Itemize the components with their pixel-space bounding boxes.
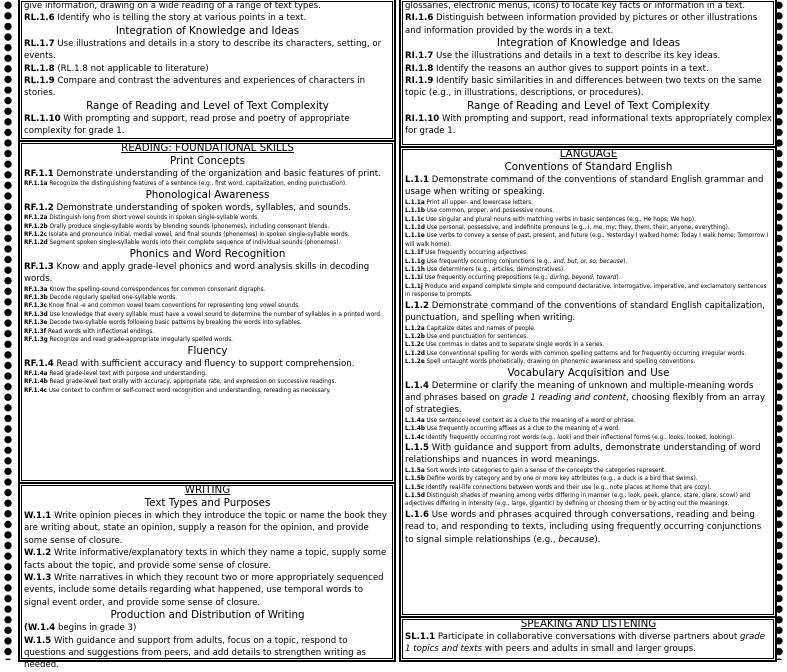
standard-code: RL.1.7 — [24, 38, 55, 49]
reading-literature-continued-box — [18, 0, 396, 142]
standard-code: L.1.1i — [405, 275, 423, 282]
standard-code: L.1.4a — [405, 417, 425, 424]
standard-item — [24, 370, 391, 378]
text-line — [405, 0, 772, 12]
writing-box — [18, 482, 396, 671]
standard-item — [24, 239, 391, 247]
standard-code: RI.1.6 — [405, 13, 434, 24]
standard-item — [405, 341, 772, 349]
standard-item — [405, 467, 772, 475]
subsection-heading: Production and Distribution of Writing — [110, 609, 305, 622]
standard-item — [24, 311, 391, 319]
speaking-listening-box — [399, 616, 777, 662]
standard-text: Demonstrate understanding of spoken words, syllables, and sounds. — [56, 202, 351, 213]
standard-text: Write opinion pieces in which they introduce the topic or name the book they are writing about, state an opinion, supply a reason for the opinion, and provide some sense of closure. — [24, 511, 387, 546]
standard-text: Use frequently occurring prepositions (e.g., — [424, 275, 550, 282]
standard-item — [405, 207, 772, 215]
standard-item — [405, 174, 772, 199]
standard-text: Use knowledge that every syllable must have a vowel sound to determine the number of syllables in a printed word. — [49, 311, 382, 318]
italic-text: grade 1 reading and content — [502, 392, 626, 403]
standard-item — [24, 547, 391, 572]
standard-item — [405, 300, 772, 325]
standard-item — [405, 358, 772, 366]
standard-text-tail: ). — [594, 534, 601, 545]
standard-text: Produce and expand complete simple and compound declarative, interrogative, imperative, and exclamatory sentences in response to prompts. — [405, 283, 767, 299]
standard-text: Orally produce single-syllable words by blending sounds (phonemes), including consonant blends. — [49, 223, 330, 230]
rf-content — [24, 155, 391, 395]
standard-item — [24, 302, 391, 310]
standard-code: RI.1.10 — [405, 113, 440, 124]
standard-code: L.1.2a — [405, 325, 425, 332]
section-title-speaking: SPEAKING AND LISTENING — [520, 618, 657, 630]
standard-code: L.1.4b — [405, 426, 425, 433]
standard-text: Capitalize dates and names of people. — [426, 325, 536, 332]
standard-code: L.1.2e — [405, 359, 425, 366]
standard-item — [405, 249, 772, 257]
standard-code: L.1.6 — [405, 509, 429, 520]
standard-item — [24, 214, 391, 222]
standard-item — [405, 484, 772, 492]
standard-item — [24, 336, 391, 344]
right-column — [399, 0, 777, 660]
standard-item — [405, 63, 772, 75]
standard-text: Use singular and plural nouns with matching verbs in basic sentences (e.g., He hops; We hop). — [426, 216, 696, 223]
standard-code: RF.1.2d — [24, 240, 48, 247]
standard-text: Identify frequently occurring root words (e.g., — [426, 434, 558, 441]
standard-text: Identify the reasons an author gives to support points in a text. — [436, 63, 709, 74]
subsection-heading: Phonological Awareness — [145, 188, 270, 201]
standard-code: L.1.4 — [405, 380, 429, 391]
standard-code: RF.1.4a — [24, 370, 48, 377]
standard-code: RF.1.3f — [24, 328, 47, 335]
standard-item — [24, 223, 391, 231]
standard-item — [405, 199, 772, 207]
standard-code: RF.1.1 — [24, 169, 54, 179]
italic-text: and, but, or, so, because — [553, 258, 624, 265]
standard-text: With guidance and support from adults, focus on a topic, respond to questions and suggestions from peers, and add details to strengthen writing as needed. — [24, 635, 367, 671]
standard-text: begins in grade 3) — [57, 623, 137, 634]
standard-code: RF.1.4b — [24, 379, 48, 386]
standard-item — [405, 350, 772, 358]
standard-text: Identify who is telling the story at various points in a text. — [57, 13, 307, 24]
w-content — [24, 497, 391, 672]
standard-item — [24, 387, 391, 395]
standard-text: Write informative/explanatory texts in which they name a topic, supply some facts about the topic, and provide some sense of closure. — [24, 548, 387, 571]
section-title-language: LANGUAGE — [559, 148, 618, 160]
standard-text: Use illustrations and details in a story to describe its characters, setting, or events. — [24, 38, 382, 62]
standard-text: Use conventional spelling for words with common spelling patterns and for frequently occurring irregular words. — [426, 350, 747, 357]
standard-text-tail: ). — [616, 275, 621, 282]
standard-code: L.1.1g — [405, 258, 425, 265]
standard-code: L.1.2d — [405, 350, 425, 357]
standard-code: L.1.1d — [405, 225, 425, 232]
standard-item — [405, 333, 772, 341]
standard-text: With prompting and support, read informational texts appropriately complex for grade 1. — [405, 113, 772, 137]
standard-item — [24, 328, 391, 336]
subsection-heading: Range of Reading and Level of Text Complexity — [467, 99, 710, 112]
standard-code: RF.1.3 — [24, 261, 54, 272]
standard-code: L.1.5 — [405, 442, 429, 453]
standard-text: Read words with inflectional endings. — [47, 328, 155, 335]
standard-code: RI.1.9 — [405, 76, 434, 87]
standard-text: Use common, proper, and possessive nouns. — [426, 208, 555, 215]
standard-item — [405, 325, 772, 333]
standard-code: RL.1.10 — [24, 113, 61, 124]
sl-content — [405, 631, 772, 656]
standard-code: RI.1.8 — [405, 63, 434, 74]
standard-code: W.1.1 — [24, 511, 52, 521]
standard-text: Print all upper- and lowercase letters. — [426, 199, 533, 206]
subsection-heading: Print Concepts — [170, 155, 245, 167]
language-box — [399, 146, 777, 618]
standard-text: Identify real-life connections between words and their use (e.g., note places at home that are cozy). — [426, 484, 712, 491]
standard-text: Participate in collaborative conversations with diverse partners about — [437, 632, 741, 642]
standard-text: Read grade-level text orally with accuracy, appropriate rate, and expression on successive readings. — [49, 379, 337, 386]
standard-item — [405, 631, 772, 656]
standard-code: L.1.5d — [405, 493, 425, 499]
standard-text: glossaries, electronic menus, icons) to locate key facts or information in a text. — [405, 1, 746, 11]
standard-code: L.1.1e — [405, 233, 425, 240]
standard-text: Use end punctuation for sentences. — [426, 333, 529, 340]
standard-code: L.1.5b — [405, 476, 425, 483]
standard-code: L.1.1j — [405, 283, 423, 290]
standard-text: Use frequently occurring conjunctions (e.g., — [426, 258, 554, 265]
standard-item — [24, 202, 391, 214]
standard-text: Recognize the distinguishing features of a sentence (e.g., first word, capitalization, ending punctuation). — [49, 181, 347, 188]
standard-text: Use words and phrases acquired through conversations, reading and being read to, and responding to texts, including using frequently occurring conjunctions to signal simple relationships (e.g., — [405, 509, 762, 545]
standard-text-tail: with peers and adults in small and larger groups. — [482, 644, 696, 655]
scalloped-border-left — [3, 0, 13, 660]
left-column — [18, 0, 396, 671]
reading-informational-continued-box — [399, 0, 777, 148]
standard-code: RF.1.3c — [24, 303, 48, 310]
italic-text: because — [558, 534, 595, 545]
standard-text: Use frequently occurring adjectives. — [425, 250, 528, 257]
standard-code: W.1.3 — [24, 573, 52, 584]
standard-item — [405, 113, 772, 138]
standard-item — [405, 75, 772, 100]
subsection-heading: Phonics and Word Recognition — [129, 247, 286, 260]
standard-item — [24, 286, 391, 294]
standard-code: (W.1.4 — [24, 623, 56, 634]
standard-item — [24, 75, 391, 100]
standard-text: Recognize and read grade-appropriate irregularly spelled words. — [49, 337, 233, 344]
standard-text: Distinguish between information provided by pictures or other illustrations and information provided by the words in a text. — [405, 13, 758, 36]
standard-text: Distinguish shades of meaning among verbs differing in manner (e.g., look, peek, glance, stare, glare, scowl) and adjectives differing in intensity (e.g., large, gigantic) by defining or choosing them or by acting out the meanings. — [405, 493, 751, 508]
subsection-heading: Vocabulary Acquisition and Use — [507, 366, 670, 379]
standard-item — [24, 168, 391, 180]
standard-code: L.1.1b — [405, 208, 425, 215]
standard-text: Demonstrate understanding of the organization and basic features of print. — [56, 169, 381, 179]
standard-code: RF.1.3d — [24, 311, 48, 318]
standard-text: Determine or clarify the meaning of unknown and multiple-meaning words and phrases based on — [405, 380, 754, 403]
standard-item — [24, 231, 391, 239]
standard-item — [24, 113, 391, 138]
standard-code: RF.1.3b — [24, 295, 48, 302]
standard-item — [24, 378, 391, 386]
standard-item — [405, 425, 772, 433]
standard-code: L.1.1 — [405, 175, 429, 185]
standard-item — [24, 63, 391, 75]
standard-text: Identify basic similarities in and differences between two texts on the same topic (e.g., in illustrations, descriptions, or procedures). — [405, 76, 762, 99]
standard-item — [24, 294, 391, 302]
standard-code: L.1.4c — [405, 434, 425, 441]
subsection-heading: Text Types and Purposes — [144, 497, 271, 509]
subsection-heading: Integration of Knowledge and Ideas — [496, 37, 681, 50]
standard-text-tail: ). — [623, 258, 628, 265]
standard-code: L.1.2 — [405, 300, 429, 311]
standard-text: (RL.1.8 not applicable to literature) — [57, 63, 209, 74]
standard-text: Know final -e and common vowel team conventions for representing long vowel sounds. — [48, 303, 300, 310]
standard-text-tail: , choosing flexibly from an array of strategies. — [405, 392, 766, 416]
standard-code: RL.1.6 — [24, 13, 55, 24]
standard-text: Use sentence-level context as a clue to the meaning of a word or phrase. — [426, 417, 636, 424]
standard-text: Spell untaught words phonetically, drawing on phonemic awareness and spelling conventions. — [426, 359, 696, 366]
standard-item — [405, 232, 772, 249]
standard-code: L.1.1h — [405, 267, 425, 274]
standard-item — [405, 266, 772, 274]
standard-item — [405, 12, 772, 37]
standard-code: RL.1.9 — [24, 76, 55, 87]
standard-text: Know the spelling-sound correspondences for common consonant digraphs. — [49, 286, 266, 293]
standard-code: RF.1.2 — [24, 202, 54, 213]
standard-text: With guidance and support from adults, demonstrate understanding of word relationships and nuances in word meanings. — [405, 442, 761, 466]
standard-text-tail: ) and their inflectional forms (e.g., looks, looked, looking). — [569, 434, 735, 441]
standard-code: L.1.2c — [405, 342, 425, 349]
standard-item — [24, 358, 391, 370]
standard-item — [24, 12, 391, 24]
standard-text: Read with sufficient accuracy and fluency to support comprehension. — [56, 358, 355, 369]
standard-code: L.1.1c — [405, 216, 425, 223]
italic-text: grade 1 topics and texts — [405, 632, 766, 655]
standard-code: RF.1.3a — [24, 286, 48, 293]
standard-item — [24, 572, 391, 609]
subsection-heading: Fluency — [187, 344, 228, 357]
standard-code: RF.1.2b — [24, 223, 48, 230]
reading-foundational-skills-box — [18, 140, 396, 484]
standard-item — [405, 258, 772, 266]
standard-code: L.1.2b — [405, 333, 425, 340]
standard-item — [24, 622, 391, 634]
subsection-heading: Range of Reading and Level of Text Complexity — [86, 99, 329, 112]
standard-code: W.1.5 — [24, 635, 52, 646]
standard-item — [405, 509, 772, 546]
standard-item — [24, 510, 391, 547]
standard-text: Decode regularly spelled one-syllable words. — [49, 295, 178, 302]
standard-text: Demonstrate command of the conventions of standard English grammar and usage when writing or speaking. — [405, 175, 764, 198]
standard-text: Know and apply grade-level phonics and word analysis skills in decoding words. — [24, 261, 370, 285]
standard-code: L.1.1a — [405, 199, 425, 206]
standard-text: Use verbs to convey a sense of past, present, and future (e.g., Yesterday I walked home; Today I walk home; Tomorrow I will walk home). — [405, 233, 769, 248]
standard-text: Decode two-syllable words following basic patterns by breaking the words into syllables. — [49, 320, 302, 327]
standard-code: RF.1.3g — [24, 337, 48, 344]
standard-text: Isolate and pronounce initial, medial vowel, and final sounds (phonemes) in spoken single-syllable words. — [48, 232, 350, 239]
standard-text: Use frequently occurring affixes as a clue to the meaning of a word. — [426, 426, 621, 433]
standard-item — [24, 180, 391, 188]
italic-text: look — [557, 434, 570, 441]
standard-code: RF.1.4 — [24, 358, 54, 369]
standard-text: Distinguish long from short vowel sounds in spoken single-syllable words. — [49, 215, 259, 222]
standard-item — [405, 434, 772, 442]
standard-item — [405, 380, 772, 417]
standard-item — [24, 38, 391, 63]
standard-item — [405, 442, 772, 467]
standard-code: L.1.5c — [405, 484, 425, 491]
standard-text: Use the illustrations and details in a text to describe its key ideas. — [436, 51, 721, 62]
standard-code: L.1.5a — [405, 467, 425, 474]
standard-text: Write narratives in which they recount two or more appropriately sequenced events, include some details regarding what happened, use temporal words to signal event order, and provide some sense of closure. — [24, 573, 384, 608]
standard-item — [24, 319, 391, 327]
l-content — [405, 161, 772, 546]
standard-item — [405, 224, 772, 232]
section-title-foundational: READING: FOUNDATIONAL SKILLS — [121, 142, 294, 154]
standard-text: Read grade-level text with purpose and understanding. — [49, 370, 207, 377]
standard-code: RF.1.2a — [24, 215, 48, 222]
rl-content — [24, 0, 391, 138]
standard-item — [405, 50, 772, 62]
standard-text: Use personal, possessive, and indefinite pronouns (e.g., I, me, my; they, them, their; anyone, everything). — [426, 225, 730, 232]
standard-item — [405, 216, 772, 224]
standard-text: Compare and contrast the adventures and experiences of characters in stories. — [24, 76, 366, 99]
text-line — [24, 0, 391, 12]
italic-text: during, beyond, toward — [549, 275, 617, 282]
standard-text: give information, drawing on a wide reading of a range of text types. — [24, 1, 321, 11]
standard-code: RL.1.8 — [24, 63, 55, 74]
standard-text: Use determiners (e.g., articles, demonstratives). — [426, 267, 565, 274]
standard-item — [405, 492, 772, 509]
standard-text: Demonstrate command of the conventions of standard English capitalization, punctuation, and spelling when writing. — [405, 300, 765, 324]
standard-code: RF.1.4c — [24, 387, 48, 394]
section-title-writing: WRITING — [184, 484, 231, 496]
ri-content — [405, 0, 772, 138]
standard-text: Use commas in dates and to separate single words in a series. — [426, 342, 605, 349]
standard-item — [405, 475, 772, 483]
standard-item — [24, 261, 391, 286]
standard-item — [24, 635, 391, 672]
standard-code: RI.1.7 — [405, 51, 434, 62]
standard-text: Define words by category and by one or more key attributes (e.g., a duck is a bird that swims). — [426, 476, 698, 483]
standard-code: RF.1.2c — [24, 232, 48, 239]
standard-code: RF.1.3e — [24, 320, 48, 327]
standard-code: L.1.1f — [405, 250, 424, 257]
standard-item — [405, 417, 772, 425]
standard-text: Use context to confirm or self-correct word recognition and understanding, rereading as necessary. — [48, 387, 331, 394]
standard-item — [405, 274, 772, 282]
standard-text: With prompting and support, read prose and poetry of appropriate complexity for grade 1. — [24, 113, 350, 137]
standard-code: SL.1.1 — [405, 632, 436, 642]
subsection-heading: Conventions of Standard English — [504, 161, 673, 173]
standard-code: W.1.2 — [24, 548, 52, 559]
standard-code: RF.1.1a — [24, 181, 48, 188]
standard-item — [405, 283, 772, 300]
standard-text: Segment spoken single-syllable words into their complete sequence of individual sounds (phonemes). — [49, 240, 341, 247]
subsection-heading: Integration of Knowledge and Ideas — [115, 24, 300, 37]
standard-text: Sort words into categories to gain a sense of the concepts the categories represent. — [426, 467, 667, 474]
